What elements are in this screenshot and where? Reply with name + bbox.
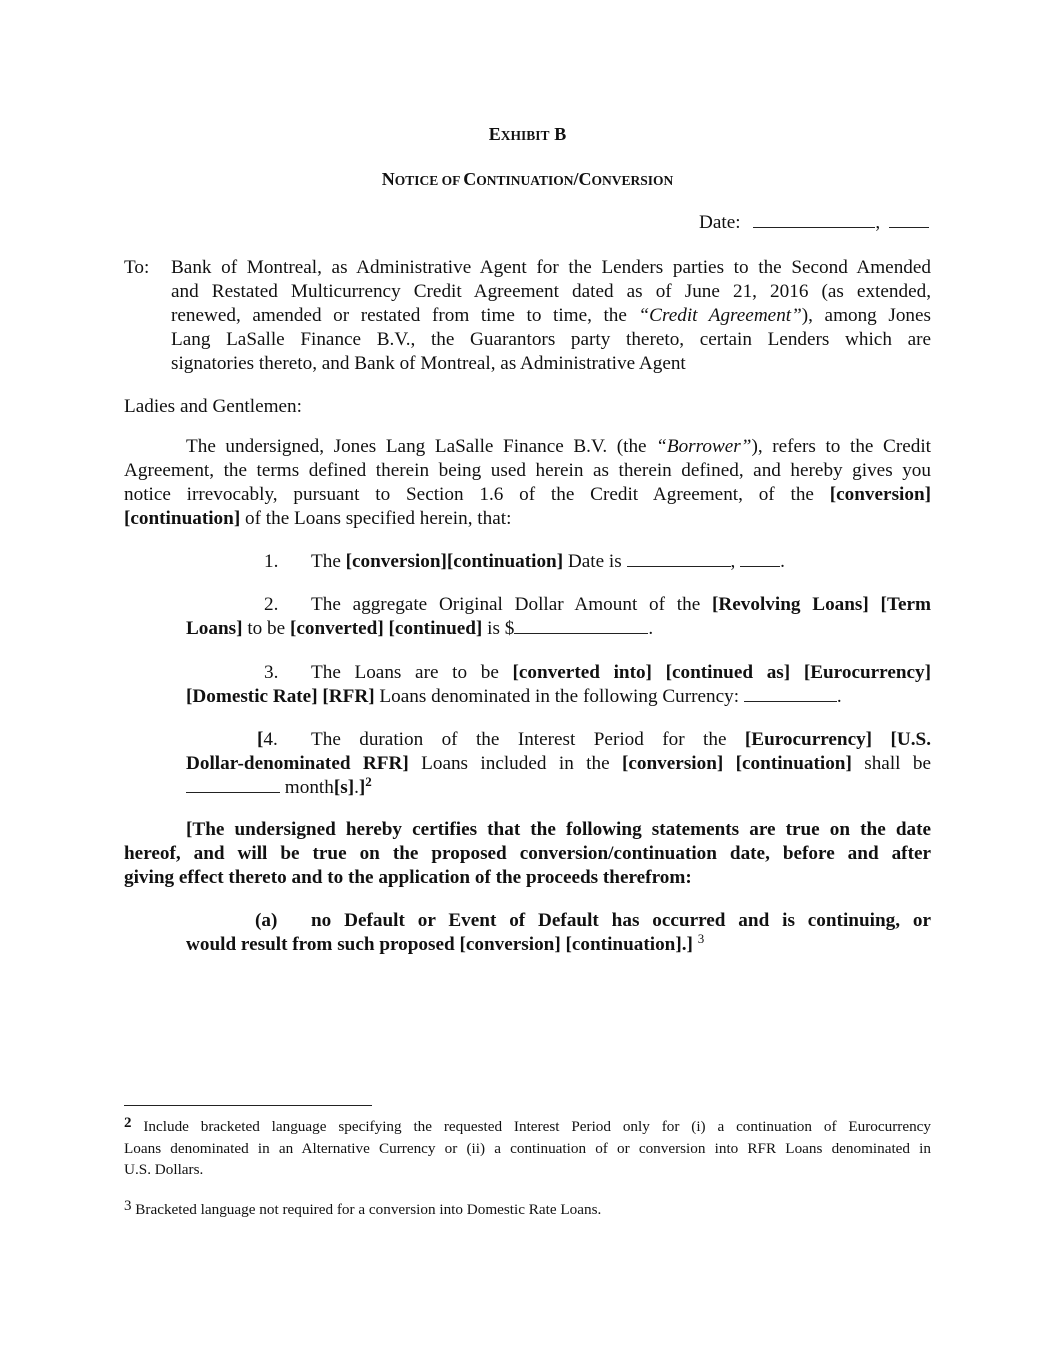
date-line: Date: , <box>699 211 929 235</box>
year-blank[interactable] <box>889 212 929 228</box>
to-line-2: and Restated Multicurrency Credit Agreement dated as of June 21, 2016 (as extended, <box>171 281 931 302</box>
to-label: To: <box>124 257 150 278</box>
footnote-separator <box>124 1105 372 1106</box>
certify-line-3: giving effect thereto and to the application of the proceeds therefrom: <box>124 867 692 888</box>
to-line-3: renewed, amended or restated from time to time, the “Credit Agreement”), among Jones <box>171 305 931 326</box>
conversion-date-blank[interactable] <box>627 551 731 567</box>
certify-line-2: hereof, and will be true on the proposed conversion/continuation date, before and after <box>124 843 931 864</box>
date-blank[interactable] <box>753 212 875 228</box>
item-4-line-3: month[s].]$^2$ <box>186 776 372 801</box>
document-title: NOTICE OF CONTINUATION/CONVERSION <box>381 169 674 189</box>
item-3-line-2: [Domestic Rate] [RFR] Loans denominated in the following Currency: . <box>186 686 842 707</box>
conversion-year-blank[interactable] <box>740 551 780 567</box>
intro-line-1: The undersigned, Jones Lang LaSalle Finance B.V. (the “Borrower”), refers to the Credit <box>186 436 931 457</box>
footnote-ref-2: 2 <box>365 774 372 789</box>
months-blank[interactable] <box>186 777 280 793</box>
intro-line-4: [continuation] of the Loans specified herein, that: <box>124 508 512 529</box>
footnote-ref-3: 3 <box>697 931 705 946</box>
salutation: Ladies and Gentlemen: <box>124 396 302 417</box>
to-line-1: Bank of Montreal, as Administrative Agent for the Lenders parties to the Second Amended <box>171 257 931 278</box>
amount-blank[interactable] <box>514 618 648 634</box>
exhibit-heading: EXHIBIT B <box>488 124 567 144</box>
item-2-line-1: The aggregate Original Dollar Amount of the [Revolving Loans] [Term <box>311 594 931 615</box>
item-3-number: 3. <box>264 662 279 683</box>
footnote-2-line-1: 2 Include bracketed language specifying the requested Interest Period only for (i) a continuation of Eurocurrency <box>124 1115 932 1135</box>
footnote-2-line-3: U.S. Dollars. <box>124 1161 204 1178</box>
item-2-line-2: Loans] to be [converted] [continued] is $ . <box>186 618 654 639</box>
footnote-2-line-2: Loans denominated in an Alternative Currency or (ii) a continuation of or conversion into RFR Loans denominated in <box>124 1140 931 1157</box>
to-line-5: signatories thereto, and Bank of Montreal, as Administrative Agent <box>171 353 686 374</box>
sub-a-line-1: no Default or Event of Default has occurred and is continuing, or <box>311 910 931 931</box>
currency-blank[interactable] <box>744 686 837 702</box>
footnote-3: 3 Bracketed language not required for a conversion into Domestic Rate Loans. <box>124 1198 602 1218</box>
certify-line-1: [The undersigned hereby certifies that the following statements are true on the date <box>186 819 931 840</box>
sub-a-label: (a) <box>255 910 278 931</box>
item-3-line-1: The Loans are to be [converted into] [continued as] [Eurocurrency] <box>311 662 932 683</box>
sub-a-line-2: would result from such proposed [conversion] [continuation].] $^3$ <box>186 931 705 955</box>
intro-line-3: notice irrevocably, pursuant to Section 1.6 of the Credit Agreement, of the [conversion] <box>124 484 932 505</box>
item-2-number: 2. <box>264 594 279 615</box>
item-4-number: [4. <box>257 729 278 750</box>
item-1-number: 1. <box>264 551 279 572</box>
item-1-text: The [conversion][continuation] Date is , . <box>311 551 785 572</box>
item-4-line-1: The duration of the Interest Period for the [Eurocurrency] [U.S. <box>311 729 931 750</box>
to-line-4: Lang LaSalle Finance B.V., the Guarantors party thereto, certain Lenders which are <box>171 329 931 350</box>
intro-line-2: Agreement, the terms defined therein being used herein as therein defined, and hereby gives you <box>124 460 931 481</box>
item-4-line-2: Dollar-denominated RFR] Loans included in the [conversion] [continuation] shall be <box>186 753 931 774</box>
